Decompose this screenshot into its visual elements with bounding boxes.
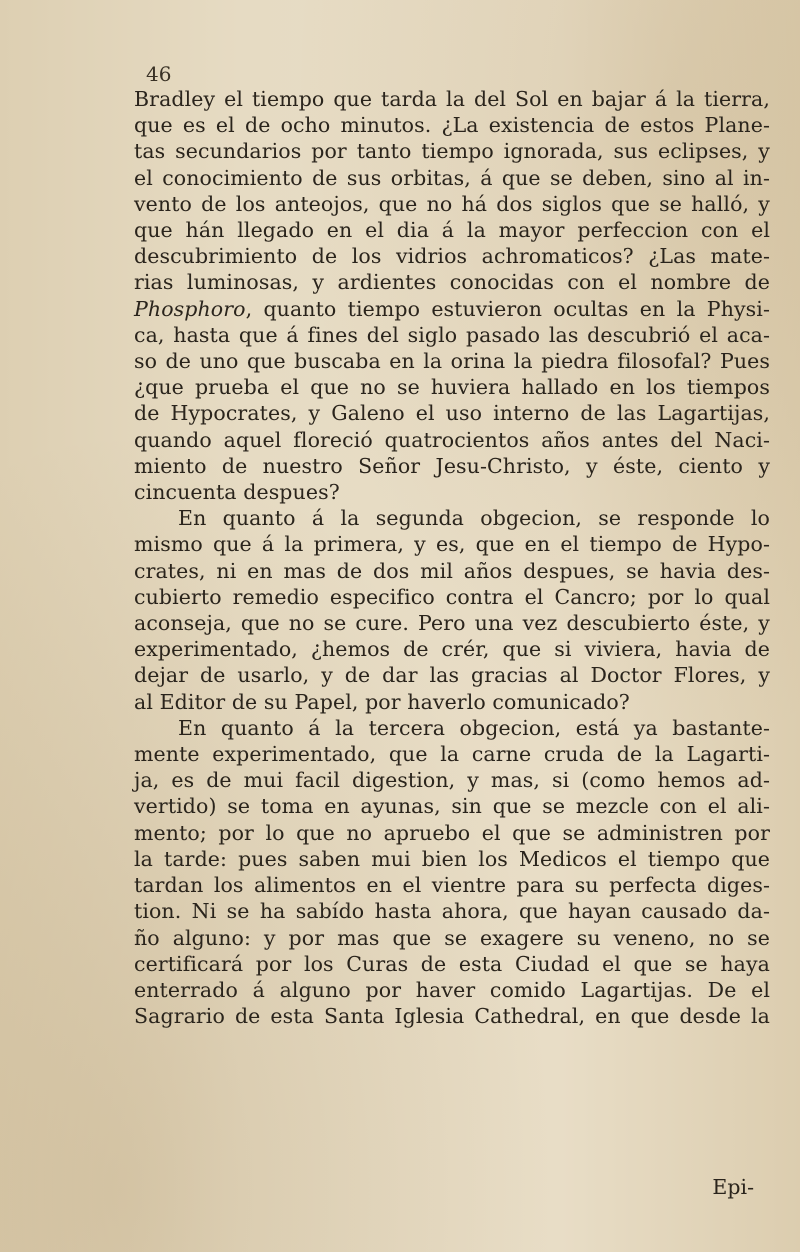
catchword: Epi- — [712, 1175, 754, 1199]
text-line: al Editor de su Papel, por haverlo comunicado? — [134, 689, 630, 714]
text-line: aconseja, que no se cure. Pero una vez descubierto éste, y — [134, 611, 770, 636]
text-line: cubierto remedio especifico contra el Cancro; por lo qual — [134, 584, 770, 609]
text-line: mismo que á la primera, y es, que en el tiempo de Hypo- — [134, 532, 770, 557]
text-line: de Hypocrates, y Galeno el uso interno de las Lagartijas, — [134, 401, 770, 426]
text-line: tardan los alimentos en el vientre para su perfecta diges- — [134, 873, 770, 898]
text-line: ca, hasta que á fines del siglo pasado las descubrió el aca- — [134, 322, 770, 347]
text-line: la tarde: pues saben mui bien los Medicos el tiempo que — [134, 846, 770, 871]
text-line: mente experimentado, que la carne cruda de la Lagarti- — [134, 742, 770, 767]
text-line: cincuenta despues? — [134, 480, 340, 505]
page-number: 46 — [146, 62, 172, 86]
text-line: experimentado, ¿hemos de crér, que si viviera, havia de — [134, 637, 770, 662]
text-line: so de uno que buscaba en la orina la piedra filosofal? Pues — [134, 349, 770, 374]
text-line: tion. Ni se ha sabído hasta ahora, que hayan causado da- — [134, 899, 770, 924]
text-line: ño alguno: y por mas que se exagere su veneno, no se — [134, 925, 770, 950]
text-line: tas secundarios por tanto tiempo ignorada, sus eclipses, y — [134, 139, 770, 164]
body-text — [134, 86, 770, 1029]
text-line: Phosphoro, quanto tiempo estuvieron ocultas en la Physi- — [134, 296, 770, 321]
text-line: descubrimiento de los vidrios achromaticos? ¿Las mate- — [134, 244, 770, 269]
text-line: Sagrario de esta Santa Iglesia Cathedral, en que desde la — [134, 1004, 770, 1029]
text-line: que es el de ocho minutos. ¿La existencia de estos Plane- — [134, 113, 770, 138]
text-line: miento de nuestro Señor Jesu-Christo, y éste, ciento y — [134, 453, 770, 478]
text-line: el conocimiento de sus orbitas, á que se deben, sino al in- — [134, 165, 770, 190]
text-line: certificará por los Curas de esta Ciudad el que se haya — [134, 951, 770, 976]
text-line: vento de los anteojos, que no há dos siglos que se halló, y — [134, 191, 770, 216]
text-line: quando aquel floreció quatrocientos años antes del Naci- — [134, 427, 770, 452]
text-line: ja, es de mui facil digestion, y mas, si (como hemos ad- — [134, 768, 770, 793]
text-line: crates, ni en mas de dos mil años despues, se havia des- — [134, 558, 770, 583]
text-line: En quanto á la segunda obgecion, se responde lo — [178, 506, 770, 531]
text-line: rias luminosas, y ardientes conocidas con el nombre de — [134, 270, 770, 295]
text-line: enterrado á alguno por haver comido Lagartijas. De el — [134, 977, 770, 1002]
text-line: ¿que prueba el que no se huviera hallado en los tiempos — [134, 375, 770, 400]
text-line: Bradley el tiempo que tarda la del Sol en bajar á la tierra, — [134, 87, 770, 111]
text-line: vertido) se toma en ayunas, sin que se mezcle con el ali- — [134, 794, 770, 819]
text-line: dejar de usarlo, y de dar las gracias al Doctor Flores, y — [134, 663, 770, 688]
text-line: mento; por lo que no apruebo el que se administren por — [134, 820, 770, 845]
text-line: En quanto á la tercera obgecion, está ya bastante- — [178, 715, 770, 740]
text-line: que hán llegado en el dia á la mayor perfeccion con el — [134, 218, 770, 243]
